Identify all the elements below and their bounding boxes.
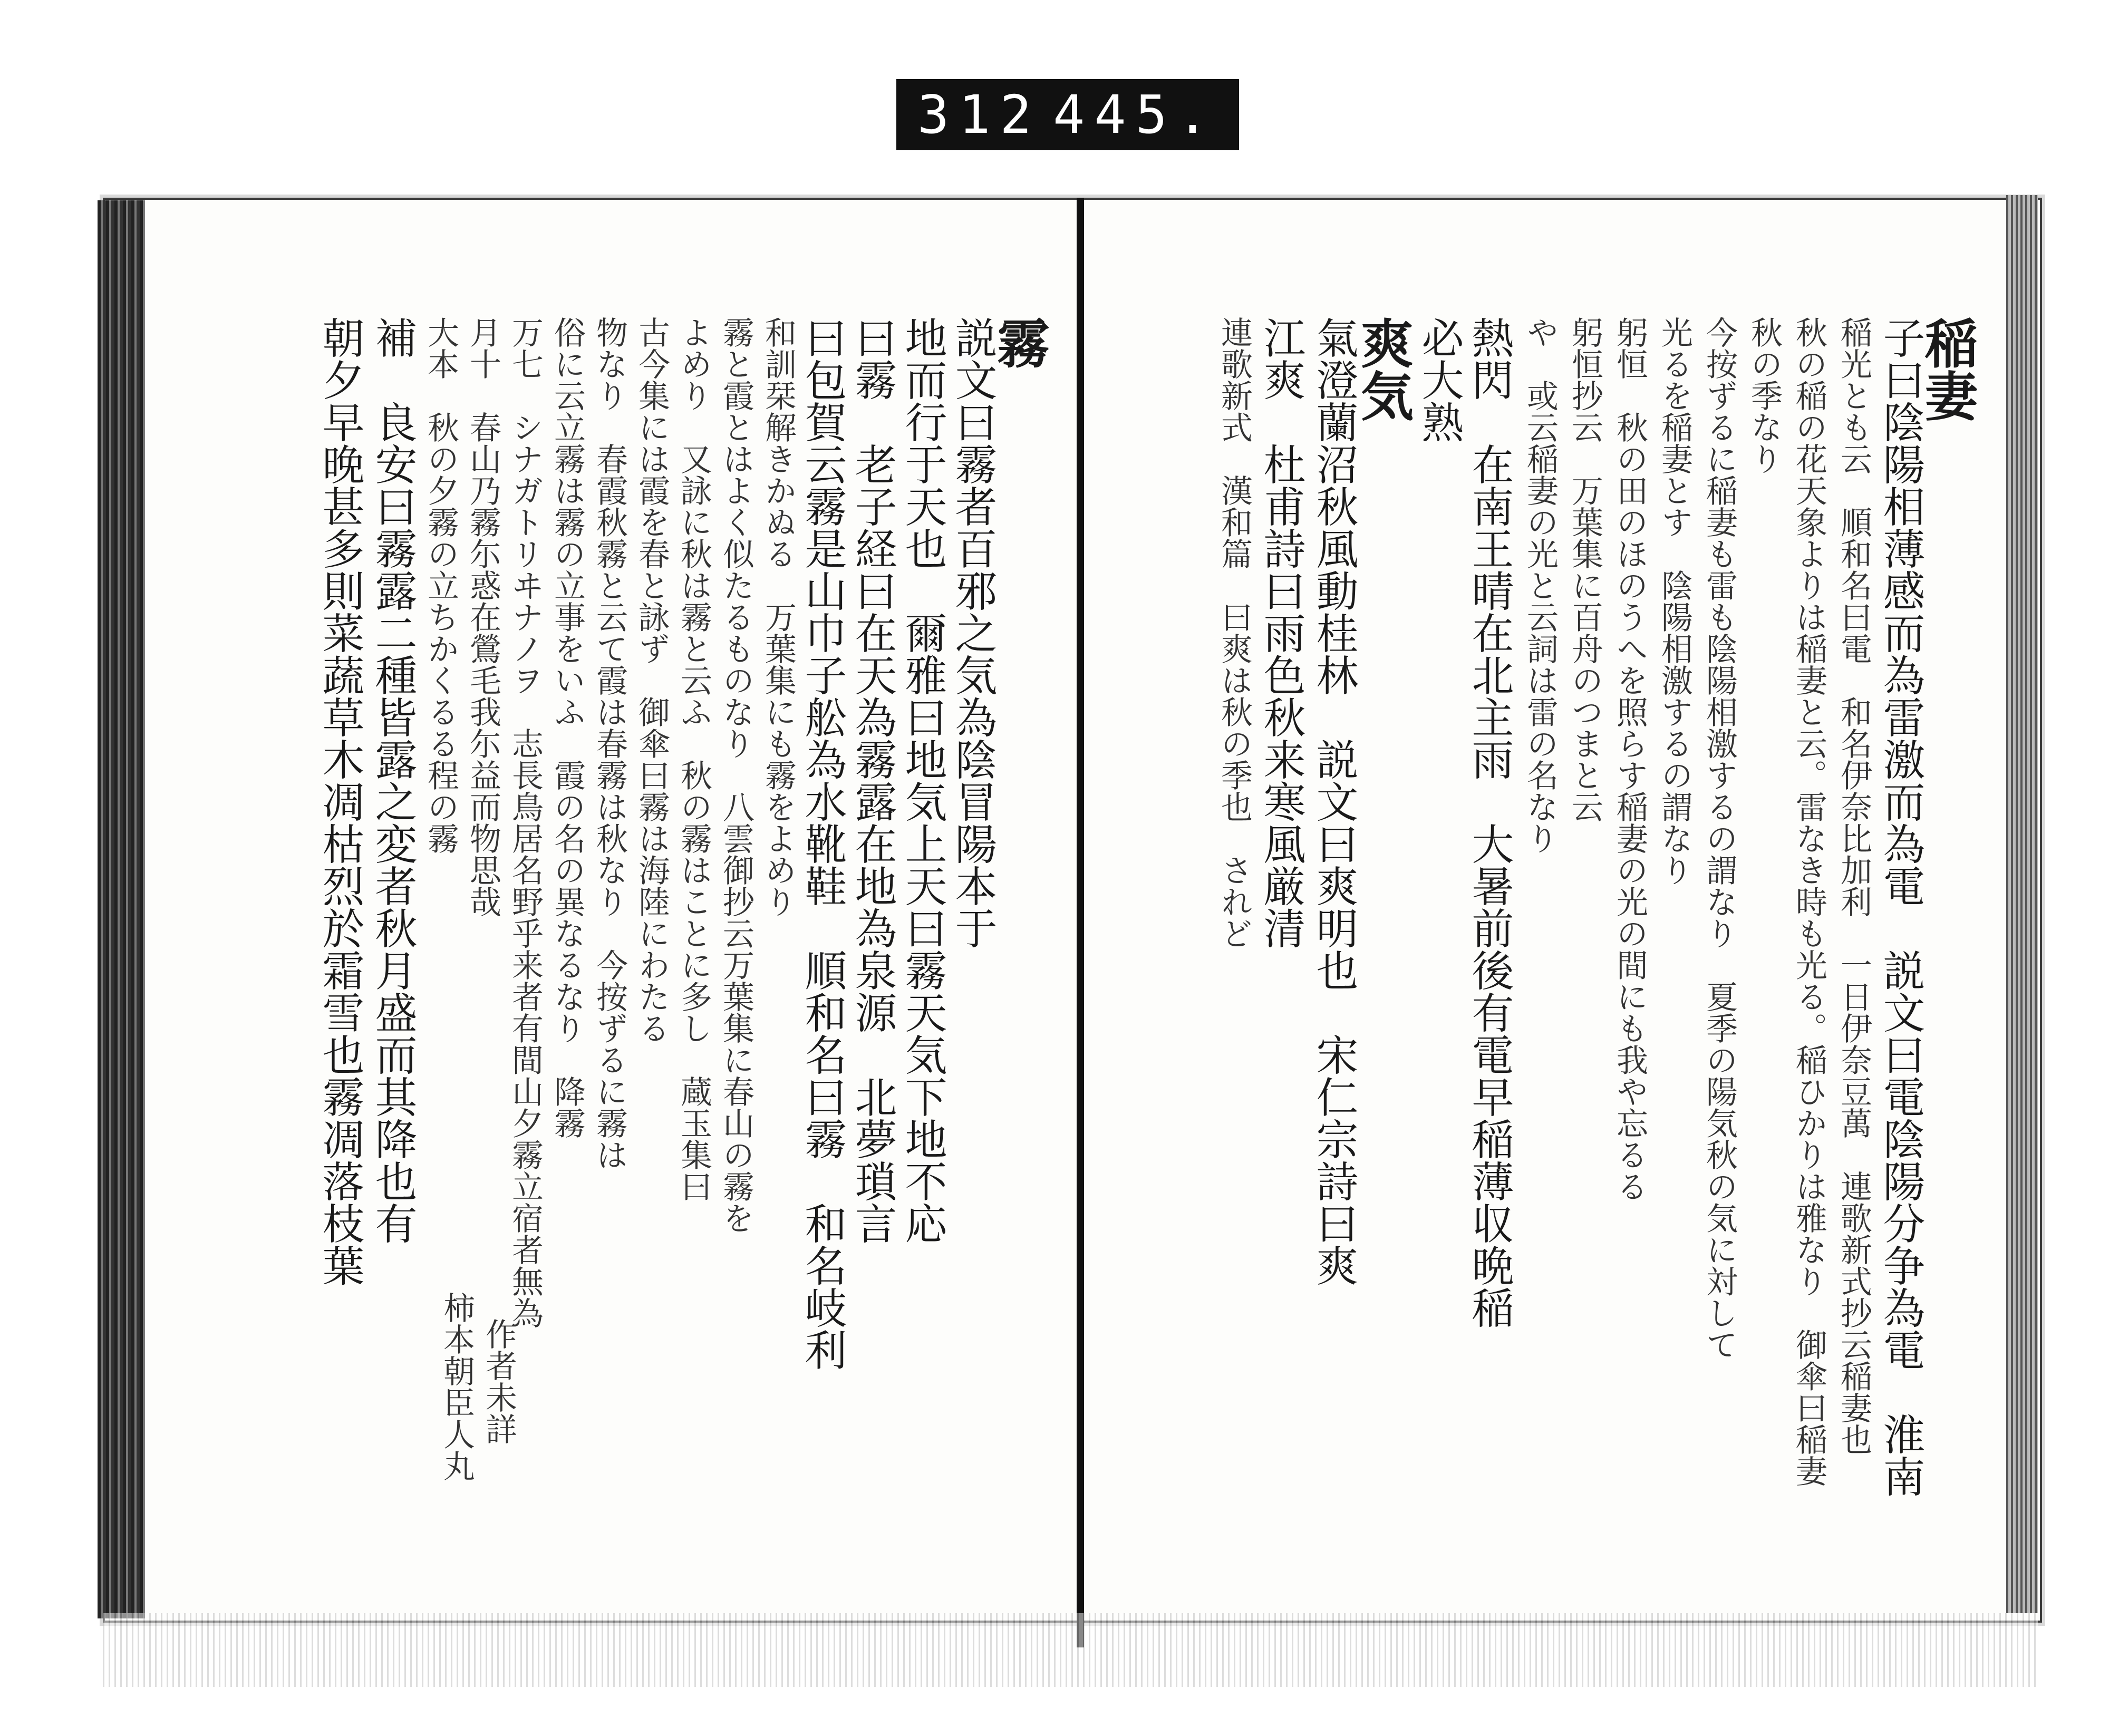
text-column: 熱閃 在南王晴在北主雨 大暑前後有電早稲薄収晩稲 [1465, 316, 1514, 1328]
text-column: 朝夕早晚甚多則菜蔬草木凋枯烈於霜雪也霧凋落枝葉 [315, 316, 364, 1286]
text-column: 子曰陰陽相薄感而為雷激而為電 説文曰電陰陽分争為電 淮南 [1876, 316, 1925, 1497]
page-number-label [896, 79, 1239, 150]
text-column: 曰包賀云霧是山巾子舩為水靴鞋 順和名曰霧 和名岐利 [798, 316, 847, 1371]
book-spine [1077, 198, 1084, 1647]
heading-inazuma: 稲妻 [1916, 316, 1978, 422]
book-edge-right [2006, 195, 2038, 1613]
text-column: よめり 又詠に秋は霧と云ふ 秋の霧はことに多し 蔵玉集曰 [675, 316, 712, 1202]
text-column: 秋の稲の花天象よりは稲妻と云。雷なき時も光る。稲ひかりは雅なり 御傘曰稲妻 [1791, 316, 1827, 1487]
text-column: 俗に云立霧は霧の立事をいふ 霞の名の異なるなり 降霧 [549, 316, 586, 1139]
attribution: 柿本朝臣人丸 [438, 1292, 475, 1481]
text-column: 躬恒抄云 万葉集に百舟のつまと云 [1566, 316, 1603, 822]
left-page [174, 316, 1049, 1582]
text-column: 連歌新式 漢和篇 曰爽は秋の季也 されど [1216, 316, 1253, 949]
text-column: 秋の季なり [1746, 316, 1783, 474]
text-column: 今按ずるに稲妻も雷も陰陽相激するの謂なり 夏季の陽気秋の気に対して [1701, 316, 1738, 1360]
text-column: 曰霧 老子経曰在天為霧露在地為泉源 北夢瑣言 [848, 316, 897, 1244]
page-number-left: 312 [917, 84, 1041, 146]
attribution: 作者未詳 [480, 1318, 517, 1444]
text-column: 補 良安曰霧露二種皆露之変者秋月盛而其降也有 [368, 316, 417, 1244]
text-column: 江爽 杜甫詩曰雨色秋来寒風厳清 [1256, 316, 1305, 949]
text-column: 霧と霞とはよく似たるものなり 八雲御抄云万葉集に春山の霧を [718, 316, 754, 1234]
text-column: 古今集には霞を春と詠ず 御傘曰霧は海陸にわたる [633, 316, 670, 1044]
text-column: や 或云稲妻の光と云詞は雷の名なり [1522, 316, 1559, 854]
text-column: 説文曰霧者百邪之気為陰冒陽本于 [948, 316, 997, 949]
poem-column: 躬恒 秋の田のほのうへを照らす稲妻の光の間にも我や忘るる [1611, 316, 1648, 1202]
page-bottom-edge [103, 1613, 2038, 1687]
text-column: 光るを稲妻とす 陰陽相激するの謂なり [1656, 316, 1693, 886]
text-column: 和訓栞解きかぬる 万葉集にも霧をよめり [760, 316, 797, 917]
page-number-right: 445. [1053, 84, 1218, 146]
text-column: 物なり 春霞秋霧と云て霞は春霧は秋なり 今按ずるに霧は [591, 316, 628, 1170]
book-edge-left [98, 200, 145, 1618]
text-column: 必大熟 [1415, 316, 1464, 443]
heading-souki: 爽気 [1352, 316, 1414, 422]
heading-kiri: 霧 [988, 316, 1050, 369]
text-column: 稲光とも云 順和名曰電 和名伊奈比加利 一日伊奈豆萬 連歌新式抄云稲妻也 [1835, 316, 1872, 1455]
text-column: 大本 秋の夕霧の立ちかくるる程の霧 [422, 316, 459, 854]
text-column: 地而行于天也 爾雅曰地気上天曰霧天気下地不応 [898, 316, 947, 1244]
text-column: 氣澄蘭沼秋風動桂林 説文曰爽明也 宋仁宗詩曰爽 [1309, 316, 1358, 1286]
right-page [1112, 316, 1977, 1582]
poem-column: 月十 春山乃霧尓惑在鶯毛我尓益而物思哉 [465, 316, 501, 917]
poem-column: 万七 シナガトリヰナノヲ 志長鳥居名野乎来者有間山夕霧立宿者無為 [507, 316, 544, 1328]
